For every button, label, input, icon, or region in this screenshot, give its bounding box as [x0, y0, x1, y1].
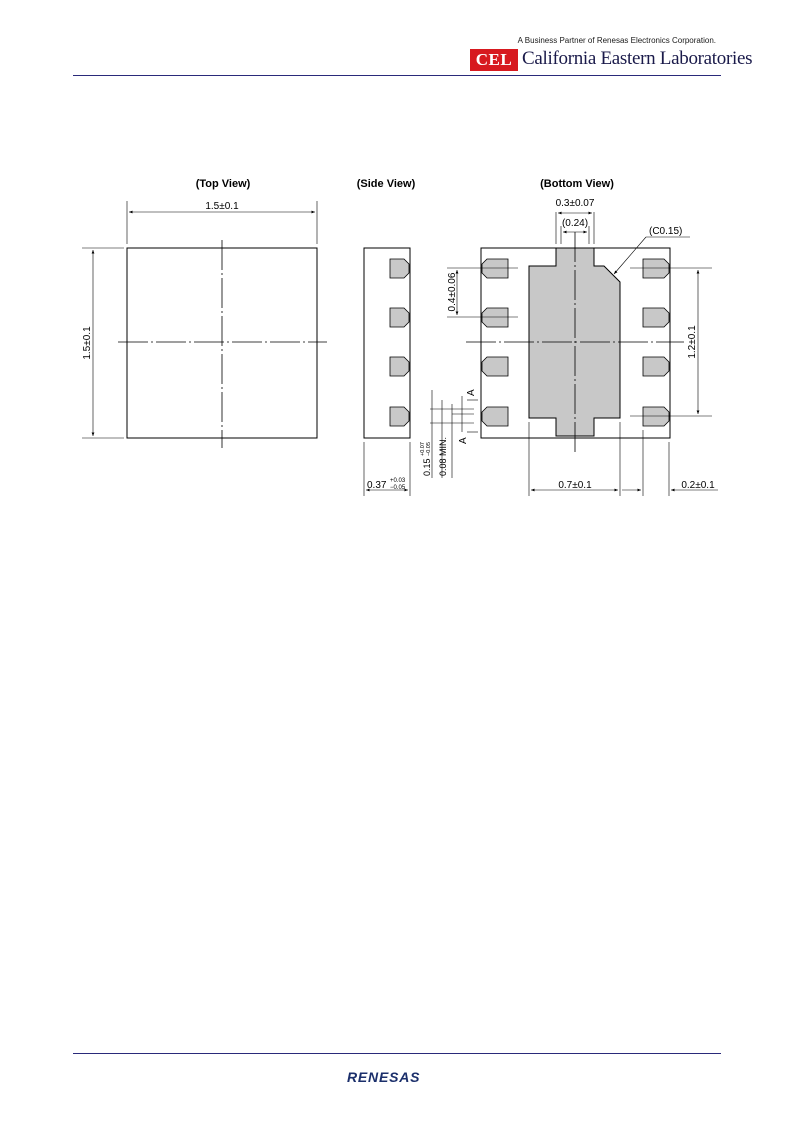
side-pad-2 [390, 308, 409, 327]
top-view-title: (Top View) [195, 178, 251, 190]
bottom-left-pad-2 [482, 308, 508, 327]
bottom-right-pad-3 [643, 357, 669, 376]
side-view [357, 178, 416, 496]
side-thickness-label: 0.37 [367, 480, 387, 491]
top-height-label: 1.5±0.1 [82, 326, 93, 360]
center-inner-label: (0.24) [561, 218, 589, 229]
pad-width-label: 0.2±0.1 [681, 480, 715, 491]
bottom-right-pad-4 [643, 407, 669, 426]
paddle-width-label: 0.7±0.1 [558, 480, 592, 491]
section-mark-top: A [466, 389, 477, 396]
section-mark-bottom: A [458, 437, 469, 444]
center-width-label: 0.3±0.07 [555, 198, 595, 209]
bottom-right-pad-2 [643, 308, 669, 327]
company-name: California Eastern Laboratories [522, 48, 753, 69]
pad-height-label: 0.15 [422, 458, 432, 476]
chamfer-label: (C0.15) [649, 226, 683, 237]
bottom-left-pad-4 [482, 407, 508, 426]
side-view-title: (Side View) [356, 178, 416, 190]
side-thickness-tol-plus: +0.03 [390, 478, 406, 484]
top-view [82, 178, 327, 448]
footer-rule [73, 1053, 721, 1054]
cel-logo: CEL [470, 49, 518, 71]
pad-span-label: 1.2±0.1 [687, 325, 698, 359]
side-thickness-tol-minus: −0.05 [390, 485, 406, 491]
side-pad-1 [390, 259, 409, 278]
side-pad-3 [390, 357, 409, 376]
bottom-right-pad-1 [643, 259, 669, 278]
standoff-label: 0.08 MIN. [438, 436, 448, 476]
partner-tagline: A Business Partner of Renesas Electronics Corporation. [517, 36, 716, 45]
renesas-logo: RENESAS [347, 1069, 421, 1085]
pitch-label: 0.4±0.06 [447, 272, 458, 312]
top-width-label: 1.5±0.1 [205, 201, 239, 212]
bottom-view-title: (Bottom View) [540, 178, 614, 190]
bottom-left-pad-1 [482, 259, 508, 278]
bottom-left-pad-3 [482, 357, 508, 376]
bottom-view [447, 178, 718, 496]
pad-height-tol-minus: −0.05 [426, 442, 432, 456]
side-pad-4 [390, 407, 409, 426]
pad-height-tol-plus: +0.07 [420, 442, 426, 456]
